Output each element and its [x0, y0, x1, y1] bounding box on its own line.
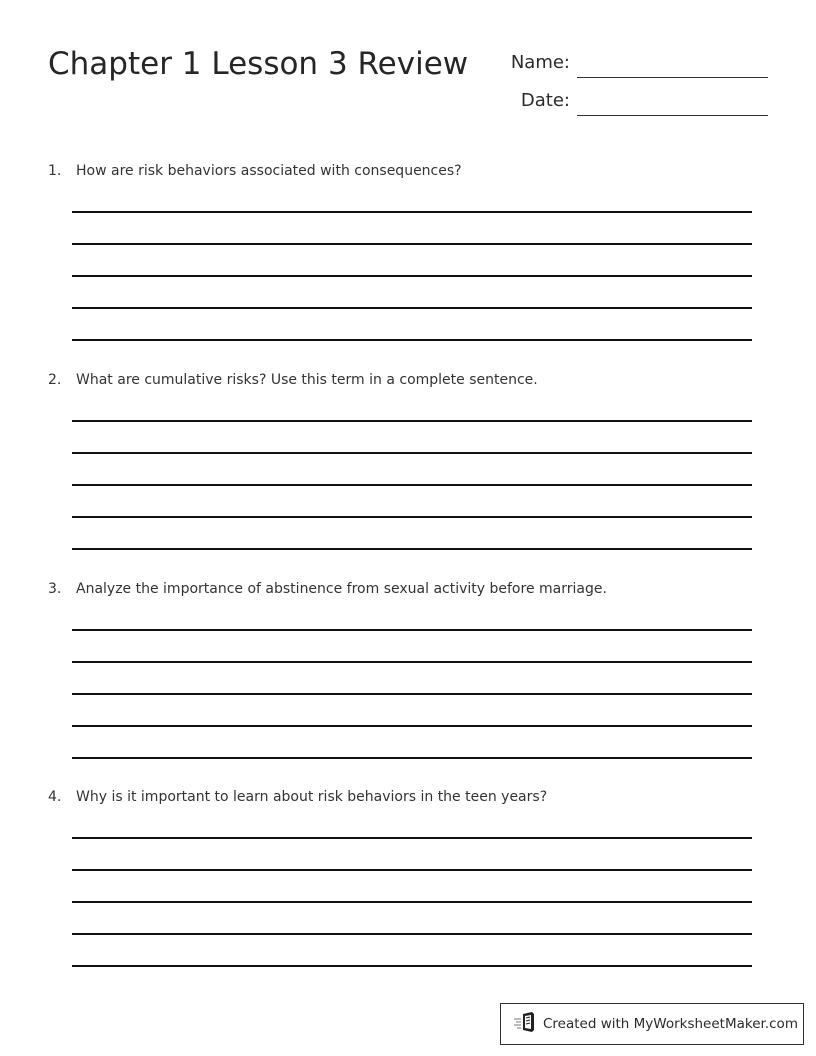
answer-line[interactable]: [72, 307, 752, 309]
question-text: Analyze the importance of abstinence from sexual activity before marriage.: [76, 581, 607, 597]
answer-line[interactable]: [72, 339, 752, 341]
answer-line[interactable]: [72, 933, 752, 935]
footer-text: Created with MyWorksheetMaker.com: [543, 1016, 798, 1032]
question-number: 4.: [48, 789, 62, 805]
answer-line[interactable]: [72, 548, 752, 550]
answer-line[interactable]: [72, 516, 752, 518]
question-text: Why is it important to learn about risk behaviors in the teen years?: [76, 789, 548, 805]
answer-line[interactable]: [72, 901, 752, 903]
question-number: 2.: [48, 372, 62, 388]
worksheet-logo-icon: [513, 1011, 543, 1037]
footer-credit: [500, 1003, 804, 1045]
page-title: Chapter 1 Lesson 3 Review: [48, 46, 469, 82]
question-text: What are cumulative risks? Use this term in a complete sentence.: [76, 372, 538, 388]
answer-line[interactable]: [72, 757, 752, 759]
name-label: Name:: [510, 52, 570, 73]
answer-line[interactable]: [72, 965, 752, 967]
answer-line[interactable]: [72, 693, 752, 695]
date-label: Date:: [520, 90, 570, 111]
answer-line[interactable]: [72, 837, 752, 839]
answer-line[interactable]: [72, 484, 752, 486]
question-number: 1.: [48, 163, 62, 179]
question-text: How are risk behaviors associated with consequences?: [76, 163, 462, 179]
question-number: 3.: [48, 581, 62, 597]
answer-line[interactable]: [72, 869, 752, 871]
answer-line[interactable]: [72, 725, 752, 727]
answer-line[interactable]: [72, 243, 752, 245]
question-1: [48, 163, 462, 179]
answer-line[interactable]: [72, 661, 752, 663]
question-3: [48, 581, 607, 597]
name-field[interactable]: [577, 77, 768, 78]
question-4: [48, 789, 547, 805]
answer-line[interactable]: [72, 211, 752, 213]
answer-line[interactable]: [72, 452, 752, 454]
question-2: [48, 372, 538, 388]
answer-line[interactable]: [72, 629, 752, 631]
answer-line[interactable]: [72, 275, 752, 277]
answer-line[interactable]: [72, 420, 752, 422]
date-field[interactable]: [577, 115, 768, 116]
